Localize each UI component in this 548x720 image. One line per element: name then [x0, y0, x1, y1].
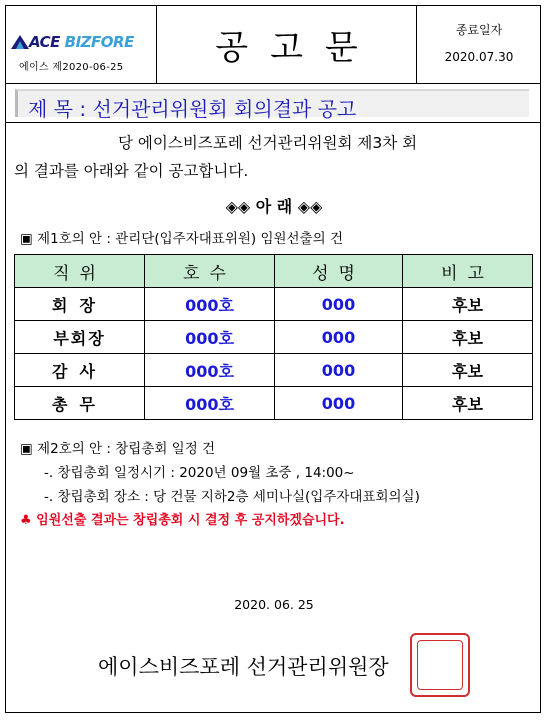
cell-unit: 000호 — [145, 288, 275, 321]
document-number: 에이스 제2020-06-25 — [19, 62, 124, 73]
table-row — [15, 288, 533, 321]
cell-note: 후보 — [403, 387, 533, 420]
header-name: 성명 — [275, 255, 403, 288]
warning-notice: ♣ 임원선출 결과는 창립총회 시 결정 후 공지하겠습니다. — [20, 513, 345, 528]
ace-logo-icon — [11, 35, 29, 49]
cell-position: 부회장 — [15, 321, 145, 354]
agenda-2-title: ▣ 제2호의 안 : 창립총회 일정 건 — [20, 441, 216, 457]
agenda-1-title: ▣ 제1호의 안 : 관리단(입주자대표위원) 임원선출의 건 — [20, 231, 343, 247]
header-position: 직위 — [15, 255, 145, 288]
logo-biz-text: BIZFORE — [64, 33, 134, 51]
cell-position: 회장 — [15, 288, 145, 321]
subject-bar — [5, 83, 541, 123]
seal-inner — [417, 640, 463, 690]
cell-position: 감사 — [15, 354, 145, 387]
table-header-row — [15, 255, 533, 288]
notice-heading: ◈◈ 아 래 ◈◈ — [225, 197, 323, 216]
agenda-2-time: -. 창립총회 일정시기 : 2020년 09월 초중 , 14:00~ — [44, 465, 355, 481]
table-row — [15, 354, 533, 387]
official-seal-icon — [410, 633, 470, 697]
logo-cell — [5, 5, 157, 83]
logo-ace-text: ACE — [29, 33, 60, 51]
officer-table — [14, 254, 533, 420]
cell-name: 000 — [275, 354, 403, 387]
signer-name: 에이스비즈포레 선거관리위원장 — [98, 655, 389, 679]
cell-note: 후보 — [403, 288, 533, 321]
title-cell — [157, 5, 417, 83]
intro-line-1: 당 에이스비즈포레 선거관리위원회 제3차 회 — [118, 134, 418, 152]
cell-note: 후보 — [403, 321, 533, 354]
intro-line-2: 의 결과를 아래와 같이 공고합니다. — [14, 162, 249, 180]
company-logo — [29, 33, 134, 51]
document-header — [5, 5, 541, 83]
cell-name: 000 — [275, 288, 403, 321]
end-date-value: 2020.07.30 — [444, 50, 514, 64]
table-row — [15, 321, 533, 354]
cell-note: 후보 — [403, 354, 533, 387]
subject-text: 제 목 : 선거관리위원회 회의결과 공고 — [28, 97, 357, 121]
header-note: 비고 — [403, 255, 533, 288]
end-date-label: 종료일자 — [455, 23, 503, 37]
cell-name: 000 — [275, 321, 403, 354]
cell-unit: 000호 — [145, 354, 275, 387]
document-title: 공고문 — [215, 27, 380, 68]
cell-position: 총무 — [15, 387, 145, 420]
header-unit: 호수 — [145, 255, 275, 288]
announcement-date: 2020. 06. 25 — [234, 597, 314, 612]
agenda-2-place: -. 창립총회 장소 : 당 건물 지하2층 세미나실(입주자대표회의실) — [44, 489, 420, 505]
end-date-cell — [417, 5, 541, 83]
subject-box — [15, 89, 529, 121]
cell-name: 000 — [275, 387, 403, 420]
cell-unit: 000호 — [145, 321, 275, 354]
table-row — [15, 387, 533, 420]
cell-unit: 000호 — [145, 387, 275, 420]
